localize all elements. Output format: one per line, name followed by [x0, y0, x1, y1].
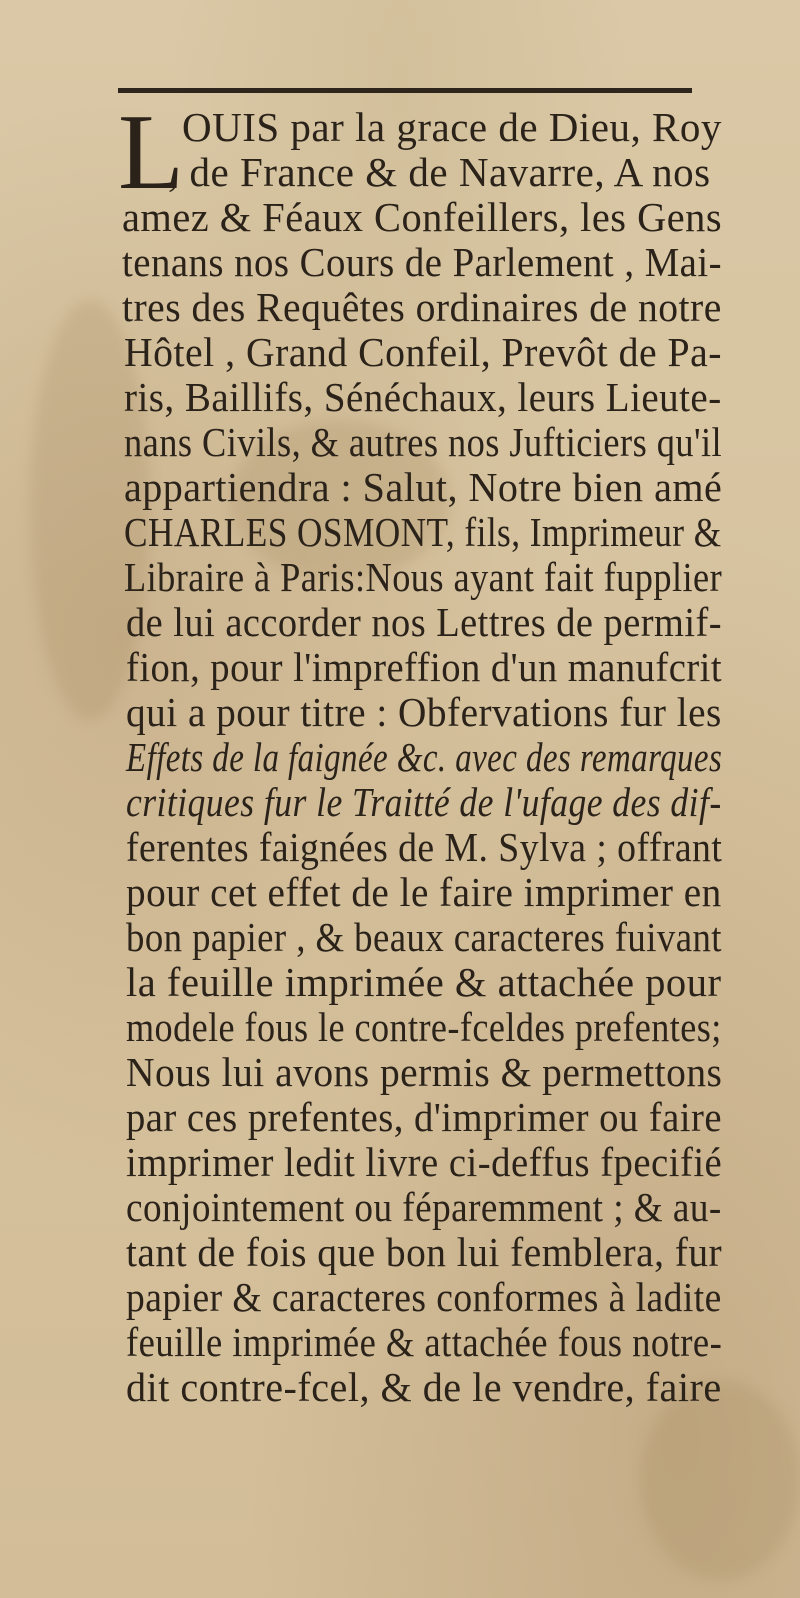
text-line: par ces prefentes, d'imprimer ou faire	[126, 1094, 722, 1140]
text-line: imprimer ledit livre ci-deffus fpecifié	[126, 1139, 723, 1185]
text-line: fion, pour l'impreffion d'un manufcrit	[126, 644, 723, 690]
text-line: , de France & de Navarre, A nos	[168, 149, 711, 195]
text-line: tant de fois que bon lui femblera, fur	[126, 1229, 723, 1275]
text-line: amez & Féaux Confeillers, les Gens	[122, 194, 723, 240]
top-rule	[118, 88, 692, 93]
text-line: ferentes faignées de M. Sylva ; offrant	[126, 824, 723, 870]
text-line: CHARLES OSMONT, fils, Imprimeur &	[124, 509, 722, 555]
text-line: Hôtel , Grand Confeil, Prevôt de Pa-	[124, 329, 722, 375]
text-line: conjointement ou féparemment ; & au-	[126, 1184, 722, 1230]
text-line: nans Civils, & autres nos Jufticiers qu'il	[124, 419, 723, 465]
text-line: critiques fur le Traitté de l'ufage des dif-	[126, 779, 722, 825]
text-line: Nous lui avons permis & permettons	[126, 1049, 723, 1095]
drop-cap: L	[118, 93, 184, 212]
text-line: bon papier , & beaux caracteres fuivant	[126, 914, 722, 960]
text-line: tres des Requêtes ordinaires de notre	[122, 284, 722, 330]
text-line: ris, Baillifs, Sénéchaux, leurs Lieute-	[124, 374, 722, 420]
text-line: pour cet effet de le faire imprimer en	[126, 869, 722, 915]
text-line: appartiendra : Salut, Notre bien amé	[124, 464, 723, 510]
text-line: papier & caracteres conformes à ladite	[126, 1274, 722, 1320]
text-line: Libraire à Paris:Nous ayant fait fupplier	[124, 554, 723, 600]
text-line: OUIS par la grace de Dieu, Roy	[182, 104, 722, 150]
text-line: tenans nos Cours de Parlement , Mai-	[122, 239, 723, 285]
text-line: la feuille imprimée & attachée pour	[126, 959, 722, 1005]
text-line: feuille imprimée & attachée fous notre-	[126, 1319, 723, 1365]
text-line: Effets de la faignée &c. avec des remarques	[126, 734, 723, 780]
text-line: de lui accorder nos Lettres de permif-	[126, 599, 723, 645]
text-line: qui a pour titre : Obfervations fur les	[126, 689, 722, 735]
text-line: modele fous le contre-fceldes prefentes;	[126, 1004, 722, 1050]
text-line: dit contre-fcel, & de le vendre, faire	[126, 1364, 722, 1410]
